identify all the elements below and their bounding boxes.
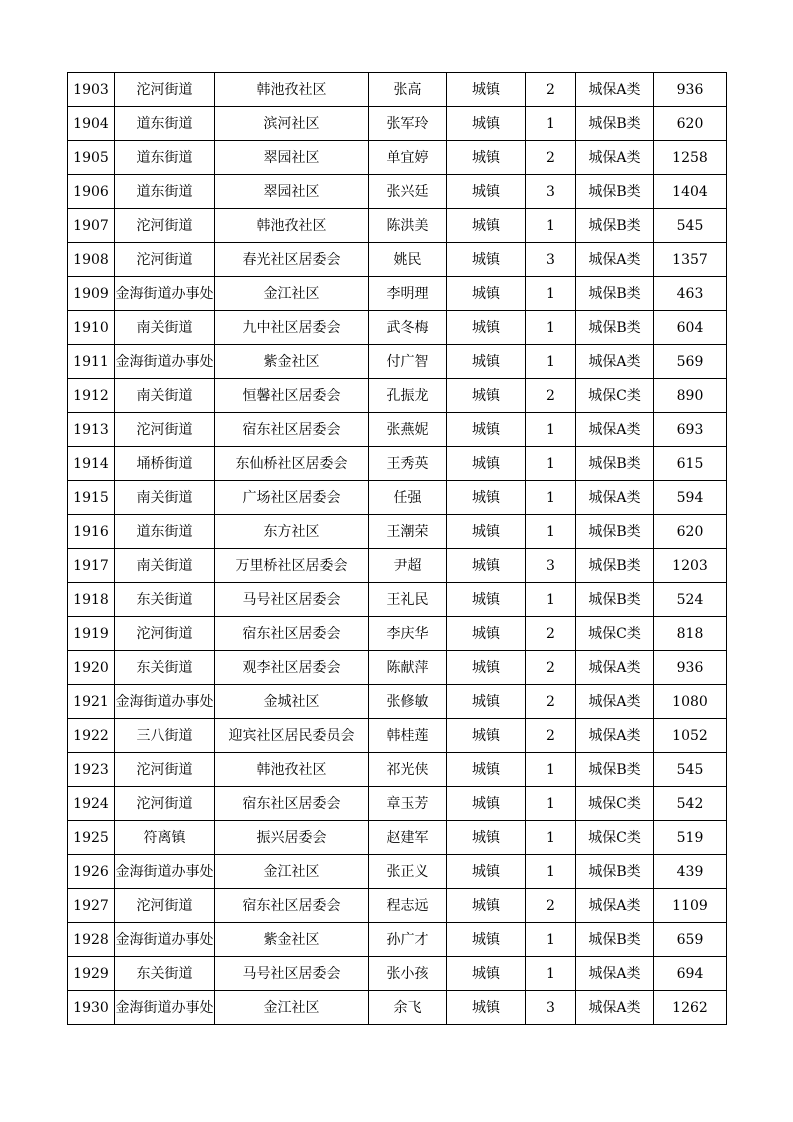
- street-office-cell: 沱河街道: [115, 617, 215, 651]
- area-type-cell: 城镇: [447, 107, 526, 141]
- table-row: [68, 277, 727, 311]
- table-row: [68, 311, 727, 345]
- person-name-cell: 付广智: [369, 345, 447, 379]
- area-type-cell: 城镇: [447, 617, 526, 651]
- area-type-cell: 城镇: [447, 787, 526, 821]
- table-row: [68, 345, 727, 379]
- street-office-cell: 道东街道: [115, 107, 215, 141]
- street-office-cell: 沱河街道: [115, 209, 215, 243]
- community-cell: 金城社区: [215, 685, 369, 719]
- amount-cell: 693: [654, 413, 727, 447]
- amount-cell: 620: [654, 107, 727, 141]
- person-name-cell: 陈献萍: [369, 651, 447, 685]
- row-number-cell: 1905: [68, 141, 115, 175]
- household-count-cell: 1: [526, 277, 576, 311]
- area-type-cell: 城镇: [447, 991, 526, 1025]
- area-type-cell: 城镇: [447, 821, 526, 855]
- insurance-category-cell: 城保A类: [576, 73, 654, 107]
- person-name-cell: 韩桂莲: [369, 719, 447, 753]
- table-row: [68, 73, 727, 107]
- household-count-cell: 1: [526, 923, 576, 957]
- area-type-cell: 城镇: [447, 481, 526, 515]
- household-count-cell: 2: [526, 379, 576, 413]
- street-office-cell: 符离镇: [115, 821, 215, 855]
- area-type-cell: 城镇: [447, 957, 526, 991]
- amount-cell: 615: [654, 447, 727, 481]
- amount-cell: 594: [654, 481, 727, 515]
- area-type-cell: 城镇: [447, 583, 526, 617]
- person-name-cell: 李明理: [369, 277, 447, 311]
- amount-cell: 569: [654, 345, 727, 379]
- person-name-cell: 赵建军: [369, 821, 447, 855]
- person-name-cell: 王潮荣: [369, 515, 447, 549]
- row-number-cell: 1910: [68, 311, 115, 345]
- street-office-cell: 三八街道: [115, 719, 215, 753]
- street-office-cell: 金海街道办事处: [115, 277, 215, 311]
- insurance-category-cell: 城保A类: [576, 141, 654, 175]
- community-cell: 宿东社区居委会: [215, 787, 369, 821]
- person-name-cell: 张正义: [369, 855, 447, 889]
- household-count-cell: 1: [526, 821, 576, 855]
- household-count-cell: 1: [526, 481, 576, 515]
- insurance-category-cell: 城保A类: [576, 889, 654, 923]
- person-name-cell: 武冬梅: [369, 311, 447, 345]
- area-type-cell: 城镇: [447, 175, 526, 209]
- area-type-cell: 城镇: [447, 549, 526, 583]
- amount-cell: 818: [654, 617, 727, 651]
- table-row: [68, 855, 727, 889]
- table-row: [68, 685, 727, 719]
- insurance-category-cell: 城保C类: [576, 787, 654, 821]
- area-type-cell: 城镇: [447, 243, 526, 277]
- table-row: [68, 923, 727, 957]
- street-office-cell: 沱河街道: [115, 413, 215, 447]
- street-office-cell: 南关街道: [115, 311, 215, 345]
- community-cell: 东仙桥社区居委会: [215, 447, 369, 481]
- insurance-category-cell: 城保A类: [576, 719, 654, 753]
- area-type-cell: 城镇: [447, 73, 526, 107]
- insurance-category-cell: 城保B类: [576, 855, 654, 889]
- person-name-cell: 程志远: [369, 889, 447, 923]
- community-cell: 宿东社区居委会: [215, 889, 369, 923]
- insurance-category-cell: 城保B类: [576, 923, 654, 957]
- household-count-cell: 2: [526, 685, 576, 719]
- community-cell: 东方社区: [215, 515, 369, 549]
- street-office-cell: 沱河街道: [115, 73, 215, 107]
- row-number-cell: 1920: [68, 651, 115, 685]
- community-cell: 恒馨社区居委会: [215, 379, 369, 413]
- row-number-cell: 1913: [68, 413, 115, 447]
- table-row: [68, 413, 727, 447]
- street-office-cell: 东关街道: [115, 957, 215, 991]
- amount-cell: 936: [654, 651, 727, 685]
- area-type-cell: 城镇: [447, 515, 526, 549]
- household-count-cell: 2: [526, 719, 576, 753]
- household-count-cell: 1: [526, 515, 576, 549]
- amount-cell: 542: [654, 787, 727, 821]
- insurance-category-cell: 城保B类: [576, 447, 654, 481]
- person-name-cell: 张军玲: [369, 107, 447, 141]
- community-cell: 韩池孜社区: [215, 209, 369, 243]
- insurance-category-cell: 城保C类: [576, 821, 654, 855]
- household-count-cell: 3: [526, 991, 576, 1025]
- street-office-cell: 金海街道办事处: [115, 923, 215, 957]
- insurance-category-cell: 城保A类: [576, 957, 654, 991]
- amount-cell: 463: [654, 277, 727, 311]
- table-row: [68, 107, 727, 141]
- community-cell: 马号社区居委会: [215, 583, 369, 617]
- table-row: [68, 583, 727, 617]
- person-name-cell: 张修敏: [369, 685, 447, 719]
- amount-cell: 1262: [654, 991, 727, 1025]
- insurance-category-cell: 城保B类: [576, 583, 654, 617]
- row-number-cell: 1927: [68, 889, 115, 923]
- person-name-cell: 张高: [369, 73, 447, 107]
- street-office-cell: 南关街道: [115, 549, 215, 583]
- person-name-cell: 张小孩: [369, 957, 447, 991]
- insurance-category-cell: 城保A类: [576, 413, 654, 447]
- person-name-cell: 张燕妮: [369, 413, 447, 447]
- row-number-cell: 1921: [68, 685, 115, 719]
- row-number-cell: 1916: [68, 515, 115, 549]
- person-name-cell: 祁光侠: [369, 753, 447, 787]
- amount-cell: 1109: [654, 889, 727, 923]
- table-row: [68, 549, 727, 583]
- community-cell: 金江社区: [215, 991, 369, 1025]
- table-body: [68, 73, 727, 1025]
- row-number-cell: 1926: [68, 855, 115, 889]
- community-cell: 迎宾社区居民委员会: [215, 719, 369, 753]
- table-row: [68, 719, 727, 753]
- row-number-cell: 1919: [68, 617, 115, 651]
- table-row: [68, 889, 727, 923]
- household-count-cell: 1: [526, 413, 576, 447]
- area-type-cell: 城镇: [447, 753, 526, 787]
- table-row: [68, 617, 727, 651]
- row-number-cell: 1917: [68, 549, 115, 583]
- street-office-cell: 沱河街道: [115, 243, 215, 277]
- amount-cell: 1357: [654, 243, 727, 277]
- row-number-cell: 1915: [68, 481, 115, 515]
- area-type-cell: 城镇: [447, 651, 526, 685]
- area-type-cell: 城镇: [447, 379, 526, 413]
- household-count-cell: 3: [526, 549, 576, 583]
- community-cell: 广场社区居委会: [215, 481, 369, 515]
- community-cell: 金江社区: [215, 277, 369, 311]
- street-office-cell: 金海街道办事处: [115, 991, 215, 1025]
- area-type-cell: 城镇: [447, 855, 526, 889]
- person-name-cell: 单宜婷: [369, 141, 447, 175]
- amount-cell: 1080: [654, 685, 727, 719]
- street-office-cell: 道东街道: [115, 141, 215, 175]
- insurance-category-cell: 城保A类: [576, 651, 654, 685]
- table-row: [68, 175, 727, 209]
- row-number-cell: 1928: [68, 923, 115, 957]
- street-office-cell: 道东街道: [115, 175, 215, 209]
- area-type-cell: 城镇: [447, 209, 526, 243]
- community-cell: 春光社区居委会: [215, 243, 369, 277]
- insurance-category-cell: 城保B类: [576, 209, 654, 243]
- table-row: [68, 243, 727, 277]
- amount-cell: 1203: [654, 549, 727, 583]
- area-type-cell: 城镇: [447, 685, 526, 719]
- amount-cell: 545: [654, 753, 727, 787]
- insurance-category-cell: 城保C类: [576, 379, 654, 413]
- amount-cell: 1052: [654, 719, 727, 753]
- row-number-cell: 1929: [68, 957, 115, 991]
- table-row: [68, 821, 727, 855]
- community-cell: 韩池孜社区: [215, 73, 369, 107]
- household-count-cell: 1: [526, 209, 576, 243]
- street-office-cell: 金海街道办事处: [115, 345, 215, 379]
- row-number-cell: 1906: [68, 175, 115, 209]
- amount-cell: 936: [654, 73, 727, 107]
- street-office-cell: 沱河街道: [115, 753, 215, 787]
- area-type-cell: 城镇: [447, 141, 526, 175]
- household-count-cell: 1: [526, 107, 576, 141]
- amount-cell: 545: [654, 209, 727, 243]
- household-count-cell: 1: [526, 855, 576, 889]
- row-number-cell: 1918: [68, 583, 115, 617]
- street-office-cell: 沱河街道: [115, 787, 215, 821]
- insurance-category-cell: 城保B类: [576, 549, 654, 583]
- row-number-cell: 1923: [68, 753, 115, 787]
- household-count-cell: 2: [526, 73, 576, 107]
- community-cell: 紫金社区: [215, 923, 369, 957]
- community-cell: 振兴居委会: [215, 821, 369, 855]
- community-cell: 翠园社区: [215, 141, 369, 175]
- amount-cell: 524: [654, 583, 727, 617]
- row-number-cell: 1922: [68, 719, 115, 753]
- insurance-category-cell: 城保B类: [576, 107, 654, 141]
- amount-cell: 1258: [654, 141, 727, 175]
- row-number-cell: 1925: [68, 821, 115, 855]
- community-cell: 宿东社区居委会: [215, 617, 369, 651]
- amount-cell: 439: [654, 855, 727, 889]
- amount-cell: 620: [654, 515, 727, 549]
- household-count-cell: 2: [526, 889, 576, 923]
- person-name-cell: 任强: [369, 481, 447, 515]
- person-name-cell: 尹超: [369, 549, 447, 583]
- community-cell: 宿东社区居委会: [215, 413, 369, 447]
- household-count-cell: 1: [526, 311, 576, 345]
- insurance-category-cell: 城保A类: [576, 243, 654, 277]
- insurance-category-cell: 城保A类: [576, 685, 654, 719]
- community-cell: 金江社区: [215, 855, 369, 889]
- person-name-cell: 李庆华: [369, 617, 447, 651]
- table-row: [68, 957, 727, 991]
- street-office-cell: 金海街道办事处: [115, 855, 215, 889]
- row-number-cell: 1903: [68, 73, 115, 107]
- household-count-cell: 2: [526, 141, 576, 175]
- insurance-category-cell: 城保A类: [576, 991, 654, 1025]
- row-number-cell: 1930: [68, 991, 115, 1025]
- person-name-cell: 王秀英: [369, 447, 447, 481]
- street-office-cell: 埇桥街道: [115, 447, 215, 481]
- insurance-category-cell: 城保C类: [576, 617, 654, 651]
- area-type-cell: 城镇: [447, 719, 526, 753]
- person-name-cell: 张兴廷: [369, 175, 447, 209]
- table-row: [68, 141, 727, 175]
- community-cell: 九中社区居委会: [215, 311, 369, 345]
- street-office-cell: 东关街道: [115, 651, 215, 685]
- row-number-cell: 1911: [68, 345, 115, 379]
- row-number-cell: 1909: [68, 277, 115, 311]
- household-count-cell: 1: [526, 447, 576, 481]
- community-cell: 紫金社区: [215, 345, 369, 379]
- table-row: [68, 991, 727, 1025]
- amount-cell: 519: [654, 821, 727, 855]
- table-row: [68, 515, 727, 549]
- person-name-cell: 章玉芳: [369, 787, 447, 821]
- insurance-category-cell: 城保A类: [576, 481, 654, 515]
- table-row: [68, 651, 727, 685]
- table-row: [68, 447, 727, 481]
- amount-cell: 890: [654, 379, 727, 413]
- area-type-cell: 城镇: [447, 889, 526, 923]
- community-cell: 翠园社区: [215, 175, 369, 209]
- household-count-cell: 1: [526, 957, 576, 991]
- insurance-category-cell: 城保B类: [576, 753, 654, 787]
- insurance-category-cell: 城保B类: [576, 515, 654, 549]
- insurance-category-cell: 城保B类: [576, 311, 654, 345]
- household-count-cell: 3: [526, 175, 576, 209]
- person-name-cell: 姚民: [369, 243, 447, 277]
- area-type-cell: 城镇: [447, 277, 526, 311]
- row-number-cell: 1908: [68, 243, 115, 277]
- community-cell: 马号社区居委会: [215, 957, 369, 991]
- community-cell: 滨河社区: [215, 107, 369, 141]
- street-office-cell: 沱河街道: [115, 889, 215, 923]
- table-row: [68, 209, 727, 243]
- person-name-cell: 陈洪美: [369, 209, 447, 243]
- street-office-cell: 金海街道办事处: [115, 685, 215, 719]
- insurance-category-cell: 城保B类: [576, 175, 654, 209]
- row-number-cell: 1912: [68, 379, 115, 413]
- household-count-cell: 1: [526, 753, 576, 787]
- community-cell: 观李社区居委会: [215, 651, 369, 685]
- community-cell: 韩池孜社区: [215, 753, 369, 787]
- table-row: [68, 787, 727, 821]
- person-name-cell: 余飞: [369, 991, 447, 1025]
- area-type-cell: 城镇: [447, 311, 526, 345]
- household-count-cell: 3: [526, 243, 576, 277]
- street-office-cell: 东关街道: [115, 583, 215, 617]
- row-number-cell: 1924: [68, 787, 115, 821]
- community-cell: 万里桥社区居委会: [215, 549, 369, 583]
- street-office-cell: 南关街道: [115, 481, 215, 515]
- area-type-cell: 城镇: [447, 923, 526, 957]
- row-number-cell: 1904: [68, 107, 115, 141]
- insurance-category-cell: 城保A类: [576, 345, 654, 379]
- person-name-cell: 孔振龙: [369, 379, 447, 413]
- household-count-cell: 2: [526, 651, 576, 685]
- row-number-cell: 1907: [68, 209, 115, 243]
- area-type-cell: 城镇: [447, 345, 526, 379]
- row-number-cell: 1914: [68, 447, 115, 481]
- amount-cell: 659: [654, 923, 727, 957]
- amount-cell: 1404: [654, 175, 727, 209]
- household-count-cell: 2: [526, 617, 576, 651]
- household-count-cell: 1: [526, 345, 576, 379]
- amount-cell: 604: [654, 311, 727, 345]
- street-office-cell: 南关街道: [115, 379, 215, 413]
- table-row: [68, 753, 727, 787]
- table-row: [68, 481, 727, 515]
- household-count-cell: 1: [526, 787, 576, 821]
- amount-cell: 694: [654, 957, 727, 991]
- person-name-cell: 王礼民: [369, 583, 447, 617]
- data-table: [67, 72, 727, 1025]
- area-type-cell: 城镇: [447, 413, 526, 447]
- household-count-cell: 1: [526, 583, 576, 617]
- table-row: [68, 379, 727, 413]
- insurance-category-cell: 城保B类: [576, 277, 654, 311]
- street-office-cell: 道东街道: [115, 515, 215, 549]
- area-type-cell: 城镇: [447, 447, 526, 481]
- person-name-cell: 孙广才: [369, 923, 447, 957]
